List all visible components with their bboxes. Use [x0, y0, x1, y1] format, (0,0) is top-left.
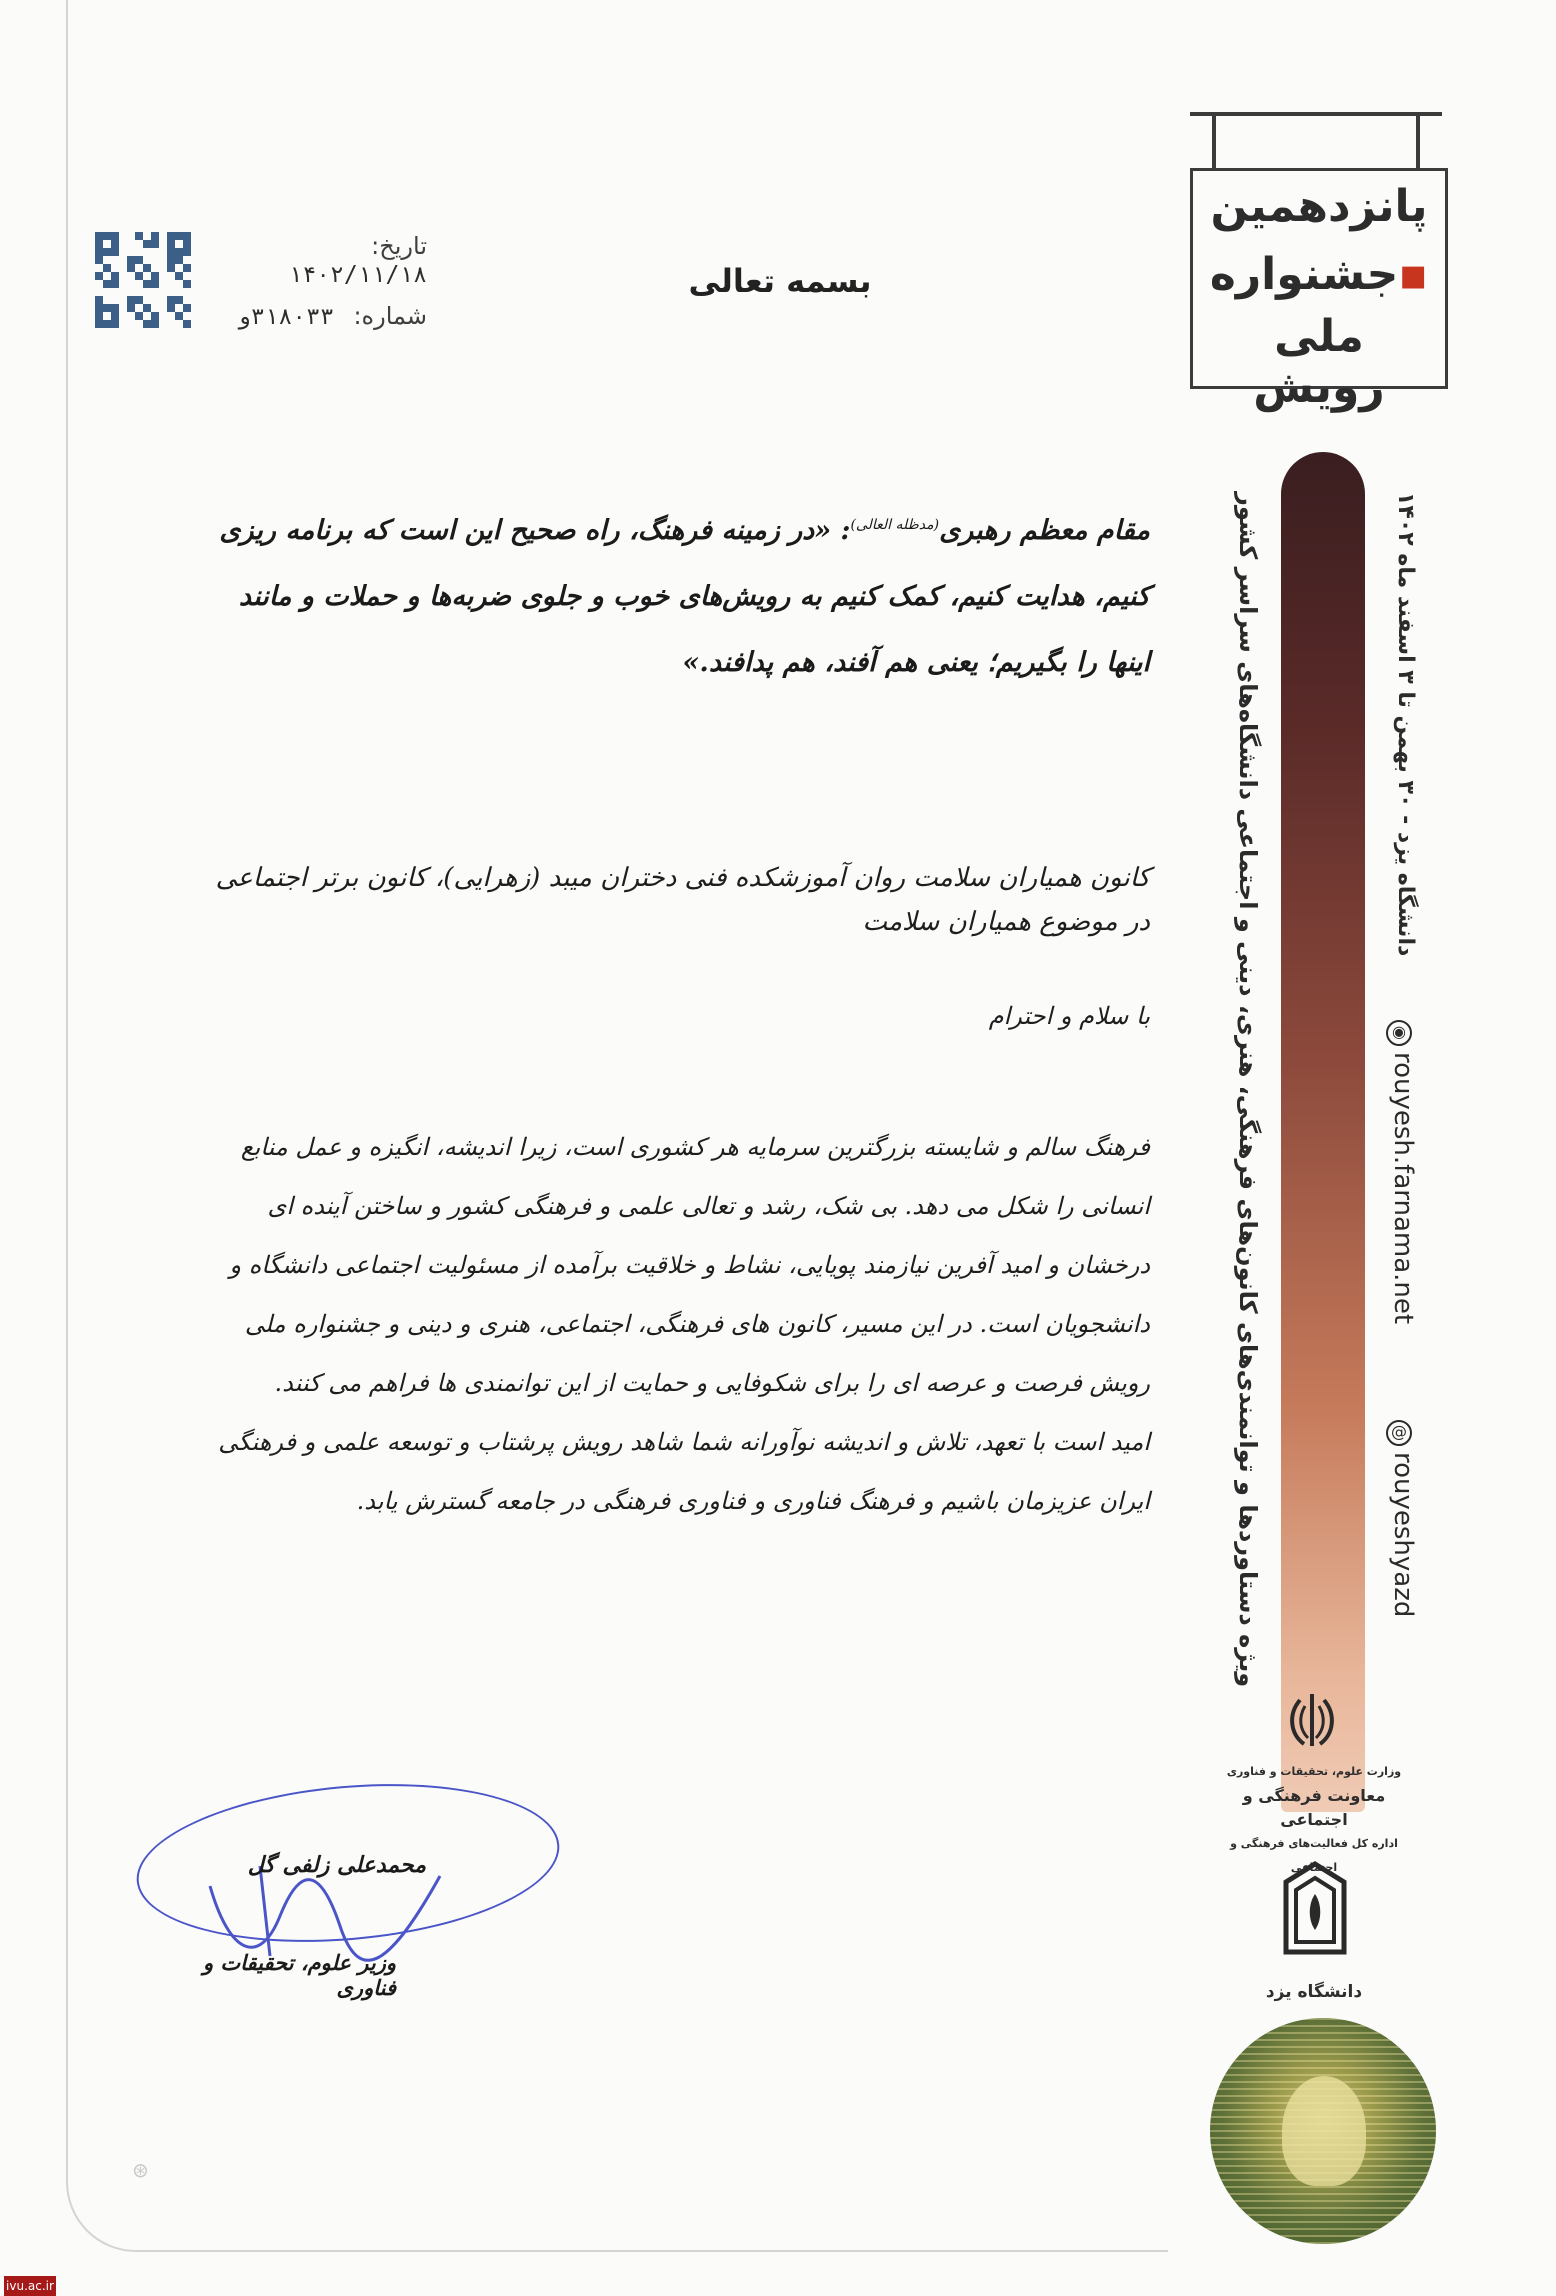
- greeting-line: با سلام و احترام: [988, 1002, 1150, 1030]
- university-name: دانشگاه یزد: [1265, 1982, 1363, 2002]
- scan-mark-icon: ⊛: [132, 2158, 149, 2182]
- banner-social: @rouyeshyazd: [1388, 1422, 1418, 1618]
- banner-cap-post: [1416, 116, 1420, 168]
- ministry-line-2: معاونت فرهنگی و اجتماعی: [1242, 1786, 1386, 1829]
- banner-website: ◉rouyesh.farnama.net: [1388, 1022, 1418, 1325]
- logo-line-3: ملی رویش: [1253, 311, 1385, 413]
- banner-subtitle: ویژه دستاوردها و توانمندی‌های کانون‌های فرهنگی، هنری، دینی و اجتماعی دانشگاه‌های سراسر کشور: [1234, 492, 1262, 1688]
- banner-cap-line: [1190, 112, 1442, 116]
- banner-pillar: [1281, 452, 1365, 1812]
- logo-line-2: ▪جشنواره: [1209, 249, 1429, 300]
- number-label: شماره:: [353, 302, 427, 330]
- signatory-title: وزیر علوم، تحقیقات و فناوری: [202, 1950, 396, 2000]
- quote-honorific: (مدظله العالی): [850, 517, 940, 533]
- date-value: ۱۴۰۲/۱۱/۱۸: [288, 262, 427, 288]
- ministry-line-1: وزارت علوم، تحقیقات و فناوری: [1226, 1765, 1402, 1778]
- date-label: تاریخ:: [371, 232, 427, 260]
- leader-quote: [190, 492, 1150, 696]
- banner-cap-post: [1212, 116, 1216, 168]
- body-paragraph: فرهنگ سالم و شایسته بزرگترین سرمایه هر کشوری است، زیرا اندیشه، انگیزه و عمل منابع انسانی را شکل می دهد. بی شک، رشد و تعالی علمی و فرهنگی کشور و ساختن آینده ای درخشان و امید آفرین نیازمند پویایی، نشاط و خلاقیت برآمده از مسئولیت اجتماعی دانشگاه و دانشجویان است. در این مسیر، کانون های فرهنگی، اجتماعی، هنری و دینی و جشنواره ملی رویش فرصت و عرصه ای را برای شکوفایی و حمایت از این توانمندی ها فراهم می کنند.: [229, 1133, 1150, 1397]
- quote-text: : «در زمینه فرهنگ، راه صحیح این است که برنامه ریزی کنیم، هدایت کنیم، کمک کنیم به رویش‌های خوب و جلوی ضربه‌ها و حملات و مانند اینها را بگیریم؛ یعنی هم آفند، هم پدافند.»: [219, 515, 1150, 678]
- letter-heading: بسمه تعالی: [688, 262, 872, 300]
- website-icon: ◉: [1386, 1020, 1412, 1046]
- number-field: [222, 302, 427, 330]
- number-value: ۳۱۸۰۳۳و: [236, 304, 334, 330]
- qr-code-icon: [95, 232, 191, 328]
- iran-emblem-icon: [1286, 1690, 1338, 1750]
- recipient-line: کانون همیاران سلامت روان آموزشکده فنی دختران میبد (زهرایی)، کانون برتر اجتماعی در موضوع همیاران سلامت: [215, 863, 1150, 937]
- ministry-line-3: اداره کل فعالیت‌های فرهنگی و اجتماعی: [1230, 1837, 1398, 1874]
- hologram-seal-icon: [1210, 2018, 1436, 2244]
- site-tag: ivu.ac.ir: [4, 2276, 56, 2296]
- date-field: [222, 232, 427, 288]
- logo-line-1: پانزدهمین: [1210, 181, 1428, 232]
- festival-logo: [1190, 168, 1448, 413]
- yazd-university-logo-icon: [1278, 1860, 1352, 1956]
- instagram-icon: @: [1386, 1420, 1412, 1446]
- banner-venue: دانشگاه یزد - ۳۰ بهمن تا ۳ اسفند ماه ۱۴۰۲: [1393, 492, 1418, 957]
- quote-attribution: مقام معظم رهبری: [939, 515, 1150, 546]
- body-paragraph: امید است با تعهد، تلاش و اندیشه نوآورانه شما شاهد رویش پرشتاب و توسعه علمی و فرهنگی ایران عزیزمان باشیم و فرهنگ فناوری و فناوری فرهنگی در جامعه گسترش یابد.: [218, 1428, 1150, 1515]
- signatory-name: محمدعلی زلفی گل: [247, 1852, 426, 1878]
- letter-body: [190, 1118, 1150, 1531]
